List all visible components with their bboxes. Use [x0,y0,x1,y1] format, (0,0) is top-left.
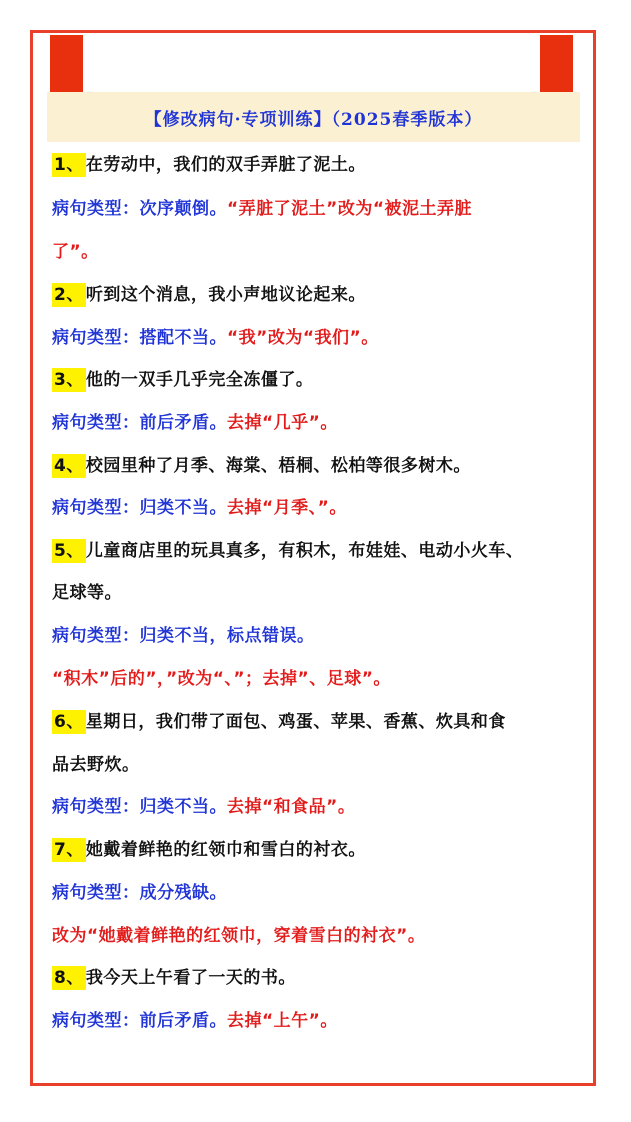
question-5-continued: 足球等。 [52,583,122,603]
question-number: 8、 [54,968,84,988]
answer-3 [52,410,338,436]
error-type-label: 病句类型：归类不当。 [52,498,227,518]
question-5 [52,538,523,564]
correction-text: 去掉“上午”。 [227,1011,338,1031]
answer-6 [52,794,355,820]
question-text: 听到这个消息，我小声地议论起来。 [85,285,366,305]
answer-2 [52,325,379,351]
question-text: 我今天上午看了一天的书。 [85,968,296,988]
page-title: 【修改病句·专项训练】（2025春季版本） [144,109,483,130]
question-text: 儿童商店里的玩具真多，有积木，布娃娃、电动小火车、 [85,541,524,561]
question-6-continued: 品去野炊。 [52,755,140,775]
correction-text: 去掉“几乎”。 [227,413,338,433]
question-8 [52,965,296,991]
question-number: 2、 [54,285,84,305]
question-7 [52,837,366,863]
correction-text: 去掉“月季、”。 [227,498,347,518]
question-text: 她戴着鲜艳的红领巾和雪白的衬衣。 [85,840,366,860]
question-6 [52,709,506,735]
error-type-label: 病句类型：归类不当。 [52,797,227,817]
error-type-label: 病句类型：次序颠倒。 [52,199,227,219]
answer-7-correction: 改为“她戴着鲜艳的红领巾，穿着雪白的衬衣”。 [52,926,426,946]
correction-text: 去掉“和食品”。 [227,797,356,817]
answer-5-type: 病句类型：归类不当，标点错误。 [52,626,315,646]
left-red-tab [50,35,83,92]
question-number: 7、 [54,840,84,860]
question-text: 星期日，我们带了面包、鸡蛋、苹果、香蕉、炊具和食 [85,712,506,732]
error-type-label: 病句类型：前后矛盾。 [52,413,227,433]
answer-1 [52,196,472,222]
title-banner [47,92,580,142]
question-number: 6、 [54,712,84,732]
answer-1-continued: 了”。 [52,242,99,262]
question-text: 在劳动中，我们的双手弄脏了泥土。 [85,155,366,175]
question-text: 他的一双手几乎完全冻僵了。 [85,370,314,390]
error-type-label: 病句类型：前后矛盾。 [52,1011,227,1031]
correction-text: “我”改为“我们”。 [227,328,379,348]
question-number: 3、 [54,370,84,390]
answer-4 [52,495,347,521]
question-4 [52,453,471,479]
answer-7-type: 病句类型：成分残缺。 [52,883,227,903]
question-2 [52,282,366,308]
question-3 [52,367,313,393]
error-type-label: 病句类型：搭配不当。 [52,328,227,348]
question-number: 1、 [54,155,84,175]
question-text: 校园里种了月季、海棠、梧桐、松柏等很多树木。 [85,456,471,476]
correction-text: “弄脏了泥土”改为“被泥土弄脏 [227,199,473,219]
question-number: 5、 [54,541,84,561]
right-red-tab [540,35,573,92]
answer-8 [52,1008,338,1034]
question-1 [52,152,366,178]
question-number: 4、 [54,456,84,476]
answer-5-correction: “积木”后的”，”改为“、”；去掉”、足球”。 [52,669,391,689]
